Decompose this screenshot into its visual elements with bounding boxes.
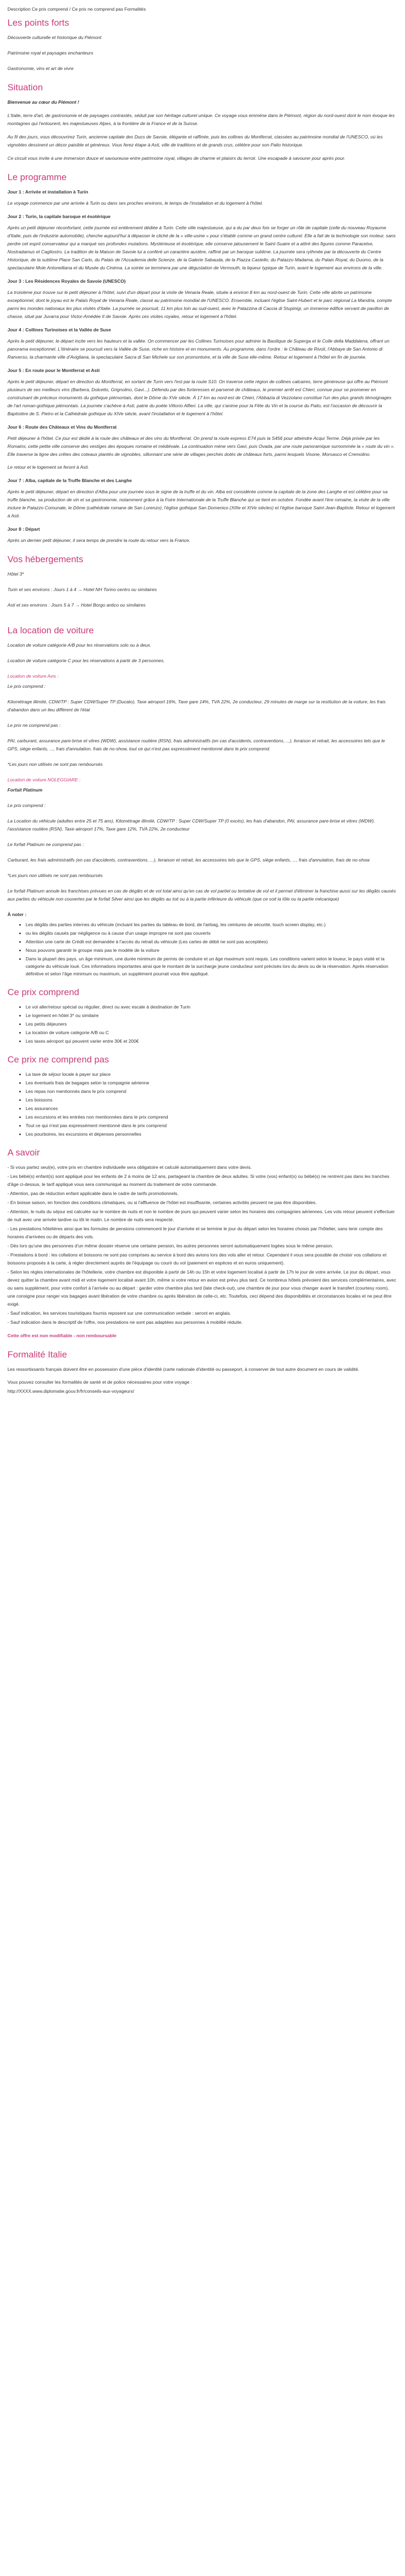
list-item: • Les excursions et les entrées non mentionnées dans le prix comprend (26, 1113, 396, 1121)
situation-welcome: Bienvenue au cœur du Piémont ! (7, 99, 80, 105)
hebergement-line: Asti et ses environs : Jours 5 à 7 → Hotel Borgo antico ou similaires (7, 602, 146, 608)
location-intro: Location de voiture catégorie C pour les réservations à partir de 3 personnes. (7, 658, 165, 663)
hebergements-section (7, 554, 396, 609)
noleggiare-text4: Le forfait Platinum annule les franchises prévues en cas de dégâts et de vol total ainsi qu'en cas de vol partiel ou tentative de vol et il permet d'éliminer la franchise aussi sur les dégâts causés aux parties du véhicule non couvertes par le forfait Silver ainsi que les dégâts au toit ou à la partie inférieure du véhicule (que ce soit la tôle ou la partie mécanique) (7, 888, 396, 902)
prix-ne-comprend-title: Ce prix ne comprend pas (7, 1054, 109, 1065)
a-savoir-paragraph: - Attention, le nuits du séjour est calculée sur le nombre de nuits et non le nombre de jours qui peuvent varier selon les horaires des compagnies aériennes. Les vols retour peuvent s'effectuer de nuit avec une arrivée tardive ou tôt le matin. Le nombre de nuits sera respecté. (7, 1209, 395, 1222)
a-savoir-paragraph: - Attention, pas de réduction enfant applicable dans le cadre de tarifs promotionnels. (7, 1191, 179, 1196)
points-forts-section (7, 18, 396, 73)
list-item: • Le vol aller/retour spécial ou régulier, direct ou avec escale à destination de Turin (26, 1003, 396, 1011)
list-item: • Les éventuels frais de bagages selon la compagnie aérienne (26, 1079, 396, 1087)
location-title: La location de voiture (7, 625, 94, 635)
list-item: • Les dégâts des parties internes du véhicule (incluant les parties du tableau de bord, de l'airbag, les ceintures de sécurité, touch screen display, etc.) (26, 921, 396, 928)
day-title: Jour 3 : Les Résidences Royales de Savoie (UNESCO) (7, 278, 126, 284)
a-savoir-paragraph: - Les bébé(s) enfant(s) sont appliqué pour les enfants de 2 à moins de 12 ans, partageant la chambre de deux adultes. Si votre (vos) enfant(s) ou bébé(s) ne rentrent pas dans les tranches d'âge ci-dessus, le tarif appliqué vous sera communiqué au moment du traitement de votre commande. (7, 1174, 390, 1187)
points-forts-title: Les points forts (7, 18, 69, 28)
list-item: • Attention une carte de Crédit est demandée à l'accès du retrait du véhicule (Les cartes de débit ne sont pas acceptées) (26, 938, 396, 945)
a-noter-list (7, 921, 396, 977)
location-intro: Location de voiture catégorie A/B pour les réservations solo ou à deux. (7, 642, 152, 648)
noleggiare-text3: Carburant, les frais administratifs (en cas d'accidents, contraventions, ...), livraison et retrait, les accessoires tels que le GPS, siège enfants, ..., frais d'annulation, frais de no-show (7, 857, 370, 863)
day-text: Après le petit déjeuner, le départ incite vers les hauteurs et la vallée. On commencer par les Collines Turinoises pour admirer la Basilique de Superga et le Colle della Maddalena, offrant un panorama exceptionnel. L'itinéraire se poursuit vers la Vallée de Suse, riche en histoire et en monuments. Au programme, dans l'ordre : le Château de Rivoli, l'Abbaye de San Antonio di Ranverso, la charmante ville d'Avigliana, la spectaculaire Sacra di San Michele sur son promontoire, et la ville de Suse elle-même. Retour et logement à l'hôtel en fin de journée. (7, 338, 390, 360)
hebergements-title: Vos hébergements (7, 554, 83, 564)
list-item: • Les assurances (26, 1105, 396, 1112)
a-savoir-paragraph: - Dès lors qu'une des personnes d'un même dossier réserve une certaine pension, les autres personnes seront automatiquement logées sous le même pension. (7, 1243, 333, 1248)
list-item: • ou les dégâts causés par négligence ou à cause d'un usage impropre ne sont pas couverts (26, 929, 396, 937)
a-savoir-paragraph: - Sauf indication, les services touristiques fournis reposent sur une communication verbale : seront en anglais. (7, 1310, 231, 1316)
a-savoir-title: A savoir (7, 1147, 40, 1158)
list-item: • Dans la plupart des pays, un âge minimum, une durée minimum de permis de conduire et un âge maximum sont requis. Les conditions varient selon le loueur, le pays visité et la catégorie du véhicule loué. Ces informations importantes ainsi que le montant de la surcharge jeune conducteur sont précisés lors du devis ou de la réservation. Après réservation définitive et selon l'âge minimum ou maximum, un supplément pourrait vous être appliqué. (26, 955, 396, 977)
situation-section (7, 82, 396, 162)
programme-section (7, 172, 396, 545)
list-item: • La taxe de séjour locale à payer sur place (26, 1070, 396, 1078)
a-savoir-paragraph: - Selon les règles internationales de l'hôtellerie, votre chambre est disponible à partir de 14h ou 15h et votre logement localisé à partir de 17h le jour de votre arrivée. Le jour du départ, vous devez quitter la chambre avant midi et votre logement localisé avant 10h, même si votre retour en avion est prévu plus tard. Ce nombreux hôtels prévoient des services complémentaires, avec ou sans supplément, pour votre confort à l'arrivée ou au départ : garder votre chambre plus tard (late check-out), une chambre de jour pour vous changer avant le transfert (courtesy room), une consigne pour ranger vos bagages avant libération de votre chambre ou après libération de celle-ci, etc. Toutefois, ceci dépend des disponibilités et circonstances locales et ne peut être exigé. (7, 1269, 396, 1307)
day-text: Après le petit déjeuner, départ en direction du Montferrat, en sortant de Turin vers l'est par la route S10. On traverse cette région de collines calcaires, terre généreuse qui offre au Piémont plusieurs de ses meilleurs vins (Barbera, Dolcetto, Grignolino, Gavi...). Défendu par des forteresses et parsemé de châteaux, le premier arrêt est Chieri, connue pour se promener en construisant de précieux monuments du gothique piémontais, dont le Dôme du XVe siècle. À 17 km au nord-est de Chieri, l'Abbazia di Vezzolano constitue l'un des plus grands témoignages de l'art roman-gothique piémontais. La journée s'achève à Asti, patrie du poète Vittorio Alfieri. La ville, qui s'anime pour la Fête du Vin et la course du Palio, est l'occasion de découvrir la Baptistère de S. Pietro et la Cathédrale gothique du XIVe siècle, avant l'installation et le logement à l'hôtel. (7, 379, 392, 416)
prix-ne-comprend-section (7, 1054, 396, 1138)
programme-title: Le programme (7, 172, 67, 182)
noleggiare-sub: Forfait Platinum (7, 787, 43, 793)
list-item: • Les repas non mentionnés dans le prix comprend (26, 1088, 396, 1095)
a-noter-label: À noter : (7, 912, 27, 917)
formalites-paragraph: Les ressortissants français doivent être en possession d'une pièce d'identité (carte nationale d'identité ou passeport, à conserver de tout autre document en cours de validité. (7, 1367, 360, 1372)
noleggiare-comprend: Le prix comprend : (7, 803, 46, 808)
formalites-title: Formalité Italie (7, 1349, 67, 1360)
situation-paragraph: Ce circuit vous invite à une immersion douce et savoureuse entre patrimoine royal, villages de charme et plaisirs du terroir. Une escapade à savourer pour après pour. (7, 156, 346, 161)
a-savoir-paragraph: - Prestations à bord : les collations et boissons ne sont pas comprises au service à bord des avions lors des vols aller et retour. Cependant il vous sera possible de choisir vos collations et boissons proposés à la carte, à régler directement auprès de l'équipage ou courir du vol (paiement en espèces et en euros uniquement). (7, 1252, 387, 1266)
day-text: Après un dernier petit déjeuner, il sera temps de prendre la route du retour vers la France. (7, 538, 191, 543)
list-item: • Le logement en hôtel 3* ou similaire (26, 1012, 396, 1019)
hebergement-line: Turin et ses environs : Jours 1 à 4 → Hotel NH Torino centro ou similaires (7, 587, 157, 592)
formalites-paragraph: Vous pouvez consulter les formalités de santé et de police nécessaires pour votre voyage : (7, 1379, 192, 1385)
a-savoir-paragraphs (7, 1163, 396, 1326)
point-fort-item: Patrimoine royal et paysages enchanteurs (7, 50, 94, 56)
situation-paragraph: L'Italie, terre d'art, de gastronomie et de paysages contrastés, séduit par son héritage culturel unique. Ce voyage vous emmène dans le Piémont, région du nord-ouest dont le nom évoque les montagnes qui l'entourent, les majestueuses Alpes, à la frontière de la France et de la Suisse. (7, 113, 395, 126)
day-text: Après le petit déjeuner, départ en direction d'Alba pour une journée sous le signe de la truffe et du vin. Alba est considérée comme la capitale de la zone des Langhe et est célèbre pour sa truffe blanche, sa production de vin et sa gastronomie, notamment grâce à la Foire Internationale de la Truffe Blanche qui se tient en octobre. Fondée avant l'ère romaine, la visite de la ville inclure le Palazzo Comunale, le Dôme (cathédrale romane de San Lorenzo), l'église gothique San Domenico (XIIIe et XIVe siècles) et l'église baroque Saint-Jean-Baptiste. Retour et logement à Asti. (7, 489, 395, 518)
day-title: Jour 8 : Départ (7, 526, 40, 532)
a-savoir-section (7, 1147, 396, 1340)
location-section (7, 625, 396, 977)
situation-paragraph: Au fil des jours, vous découvrirez Turin, ancienne capitale des Ducs de Savoie, élégante et raffinée, puis les collines du Montferrat, classées au patrimoine mondial de l'UNESCO, où les vignobles dessinent un décor paisible et généreux. Vous ferez étape à Asti, ville de traditions et de grands crus, célèbre pour son Palio historique. (7, 134, 383, 148)
prix-comprend-title: Ce prix comprend (7, 987, 80, 997)
a-savoir-paragraph: - Sauf indication dans le descriptif de l'offre, nos prestations ne sont pas adaptées aux personnes à mobilité réduite. (7, 1320, 243, 1325)
non-modifiable-notice: Cette offre est non modifiable - non remboursable (7, 1333, 116, 1338)
avis-ne-comprend: Le prix ne comprend pas : (7, 723, 61, 728)
prix-ne-comprend-list (7, 1070, 396, 1138)
point-fort-item: Gastronomie, vins et art de vivre (7, 66, 74, 71)
a-savoir-paragraph: - Les prestations hôtelières ainsi que les formules de pensions commencent le jour d'arrivée et se termine le jour du départ selon les horaires choisis par l'hôtelier, sans tenir compte des horaires d'arrivées ou de départs des vols. (7, 1226, 383, 1239)
formalites-link[interactable]: http://XXXX.www.diplomatie.gouv.fr/fr/conseils-aux-voyageurs/ (7, 1388, 135, 1394)
a-savoir-paragraph: - En boisse saison, en fonction des conditions climatiques, ou si l'affluence de l'hôtel est insuffisante, certaines activités peuvent ne pas être disponibles. (7, 1200, 317, 1205)
situation-intro (7, 98, 396, 162)
day-text: Après un petit déjeuner réconfortant, cette journée est entièrement dédiée à Turin. Cette ville majestueuse, qui a du par deux fois se forger un rôle de capitale (celle du nouveau Royaume d'Italie, puis de l'industrie automobile), cherche aujourd'hui à dépasser le cliché de la « ville-usine » pour s'établir comme un grand centre culturel. Elle a fait de la technologie son moteur, sans perdre cet esprit conservateur qui a marqué ses profondes mutations. Mystérieuse et ésotérique, elle conserve jalousement le Saint-Suaire et a attiré des figures comme Paracelse, Nostradamus et Cagliostro. La tradition de la Maison de Savoie lui a conféré un caractère austère, raffiné par un baroque sublime. La journée sera rythmée par la découverte du Centre Historique, de la sublime Place San Carlo, du Palais de l'Accademia delle Scienze, de la Galerie Sabauda, de la Piazza Castello, du Palazzo Madama, du Palais Royal, du Duomo, de la spectaculaire Mole Antonelliana et du Musée du Cinéma. La soirée se terminera par une dégustation de Vermouth, la liqueur typique de Turin, avant le logement aux environs de la ville. (7, 225, 396, 270)
day-title: Jour 1 : Arrivée et installation à Turin (7, 189, 88, 195)
list-item: • Les pourboires, les excursions et dépenses personnelles (26, 1130, 396, 1138)
list-item: • Les petits déjeuners (26, 1020, 396, 1028)
avis-text2: PAI, carburant, assurance pare-brise et vitres (WDW), assistance routière (RSN), frais administratifs (en cas d'accidents, contraventions, ...), livraison et retrait, les accessoires tels que le GPS, siège enfants, ..., frais d'annulation, frais de no-show, tout ce qui n'est pas expressément mentionné dans le prix comprend. (7, 738, 385, 751)
day-text: Le voyage commence par une arrivée à Turin ou dans ses proches environs, le temps de l'installation et du logement à l'hôtel. (7, 200, 263, 206)
day-title: Jour 2 : Turin, la capitale baroque et ésotérique (7, 214, 111, 219)
noleggiare-note: *Les jours non utilisés ne sont pas remboursés (7, 873, 103, 878)
breadcrumb: Description Ce prix comprend / Ce prix ne comprend pas Formalités (7, 6, 146, 12)
avis-label: Location de voiture Avis : (7, 673, 59, 679)
list-item: • Les taxes aéroport qui peuvent varier entre 30€ et 200€ (26, 1037, 396, 1045)
avis-comprend: Le prix comprend : (7, 684, 46, 689)
list-item: • La location de voiture catégorie A/B ou C (26, 1029, 396, 1036)
day-title: Jour 5 : En route pour le Montferrat et Asti (7, 368, 100, 373)
prix-comprend-list (7, 1003, 396, 1045)
avis-text: Kilométrage illimité, CDW/TP : Super CDW/Super TP (Ducato), Taxe aéroport 16%, Taxe gare 14%, TVA 22%, 2e conducteur, 29 minutes de marge sur la restitution de la voiture, les frais d'abandon dans un lieu différent de l'état (7, 699, 386, 712)
day-text: La troisième jour trouve sur le petit déjeuner à l'hôtel, suivi d'un départ pour la visite de Venaria Reale, située à environ 8 km au nord-ouest de Turin. Cette ville abrite un patrimoine exceptionnel, dont le joyau est le Palais Royal de Venaria Reale, classé au patrimoine mondial de l'UNESCO. Ensemble, incluant l'église Saint-Hubert et le parc régional La Mandria, compte parmi les mondes nationaux les plus visités d'Italie. La journée se poursuit, 11 km plus loin au sud-ouest, avec le Palazzina di Caccia di Stupinigi, un immense édifice servant de pavillon de chasse, situé par Juvarra pour Victor-Amédée II de Savoie. Après ces visites royales, retour et logement à l'hôtel. (7, 290, 392, 319)
hotel-category: Hôtel 3* (7, 571, 24, 577)
noleggiare-text: La Location du véhicule (adultes entre 25 et 75 ans), Kilométrage illimité, CDW/TP : Super CDW/Super TP (0 excès), les frais d'abandon, PAI, assurance pare-brise et vitres (WDW), l'assistance routière (RSN), Taxe aéroport 17%, Taxe gare 12%, TVA 22%, 2e conducteur (7, 818, 375, 832)
list-item: • Nous pouvons garantir le groupe mais pas le modèle de la voiture (26, 946, 396, 954)
day-title: Jour 7 : Alba, capitale de la Truffe Blanche et des Langhe (7, 478, 132, 483)
a-savoir-paragraph: - Si vous partez seul(e), votre prix en chambre individuelle sera obligatoire et calculé automatiquement dans votre devis. (7, 1165, 252, 1170)
day-text: Petit déjeuner à l'hôtel. Ce jour est dédié à la route des châteaux et des vins du Montferrat. On prend la route express E74 puis la S456 pour atteindre Acqui Terme. Déjà prisée par les Romains, cette petite ville conserve des vestiges des époques romaine et médiévale. La continuation mène vers Gavi, puis Ovada, par une route panoramique surnommée la « route du vin ». Elle traverse la ligne des crêtes des coteaux plantés de vignobles, sillonnant une série de villages perchés dotés de châteaux forts, parmi lesquels Visone, Morsasco et Cremolino. (7, 436, 395, 457)
formalites-section (7, 1349, 396, 1395)
point-fort-item: Découverte culturelle et historique du Piémont (7, 35, 102, 40)
avis-note: *Les jours non utilisés ne sont pas remboursés (7, 762, 103, 767)
noleggiare-label: Location de voiture NOLEGGIARE : (7, 777, 81, 782)
day-title: Jour 4 : Collines Turinoises et la Vallée de Suse (7, 327, 111, 332)
list-item: • Tout ce qui n'est pas expressément mentionné dans le prix comprend (26, 1122, 396, 1129)
situation-title: Situation (7, 82, 43, 92)
day-text: Le retour et le logement se feront à Asti. (7, 464, 89, 470)
noleggiare-text2: Le forfait Platinum ne comprend pas : (7, 842, 84, 847)
prix-comprend-section (7, 987, 396, 1045)
list-item: • Les boissons (26, 1096, 396, 1104)
day-title: Jour 6 : Route des Châteaux et Vins du Montferrat (7, 424, 117, 430)
